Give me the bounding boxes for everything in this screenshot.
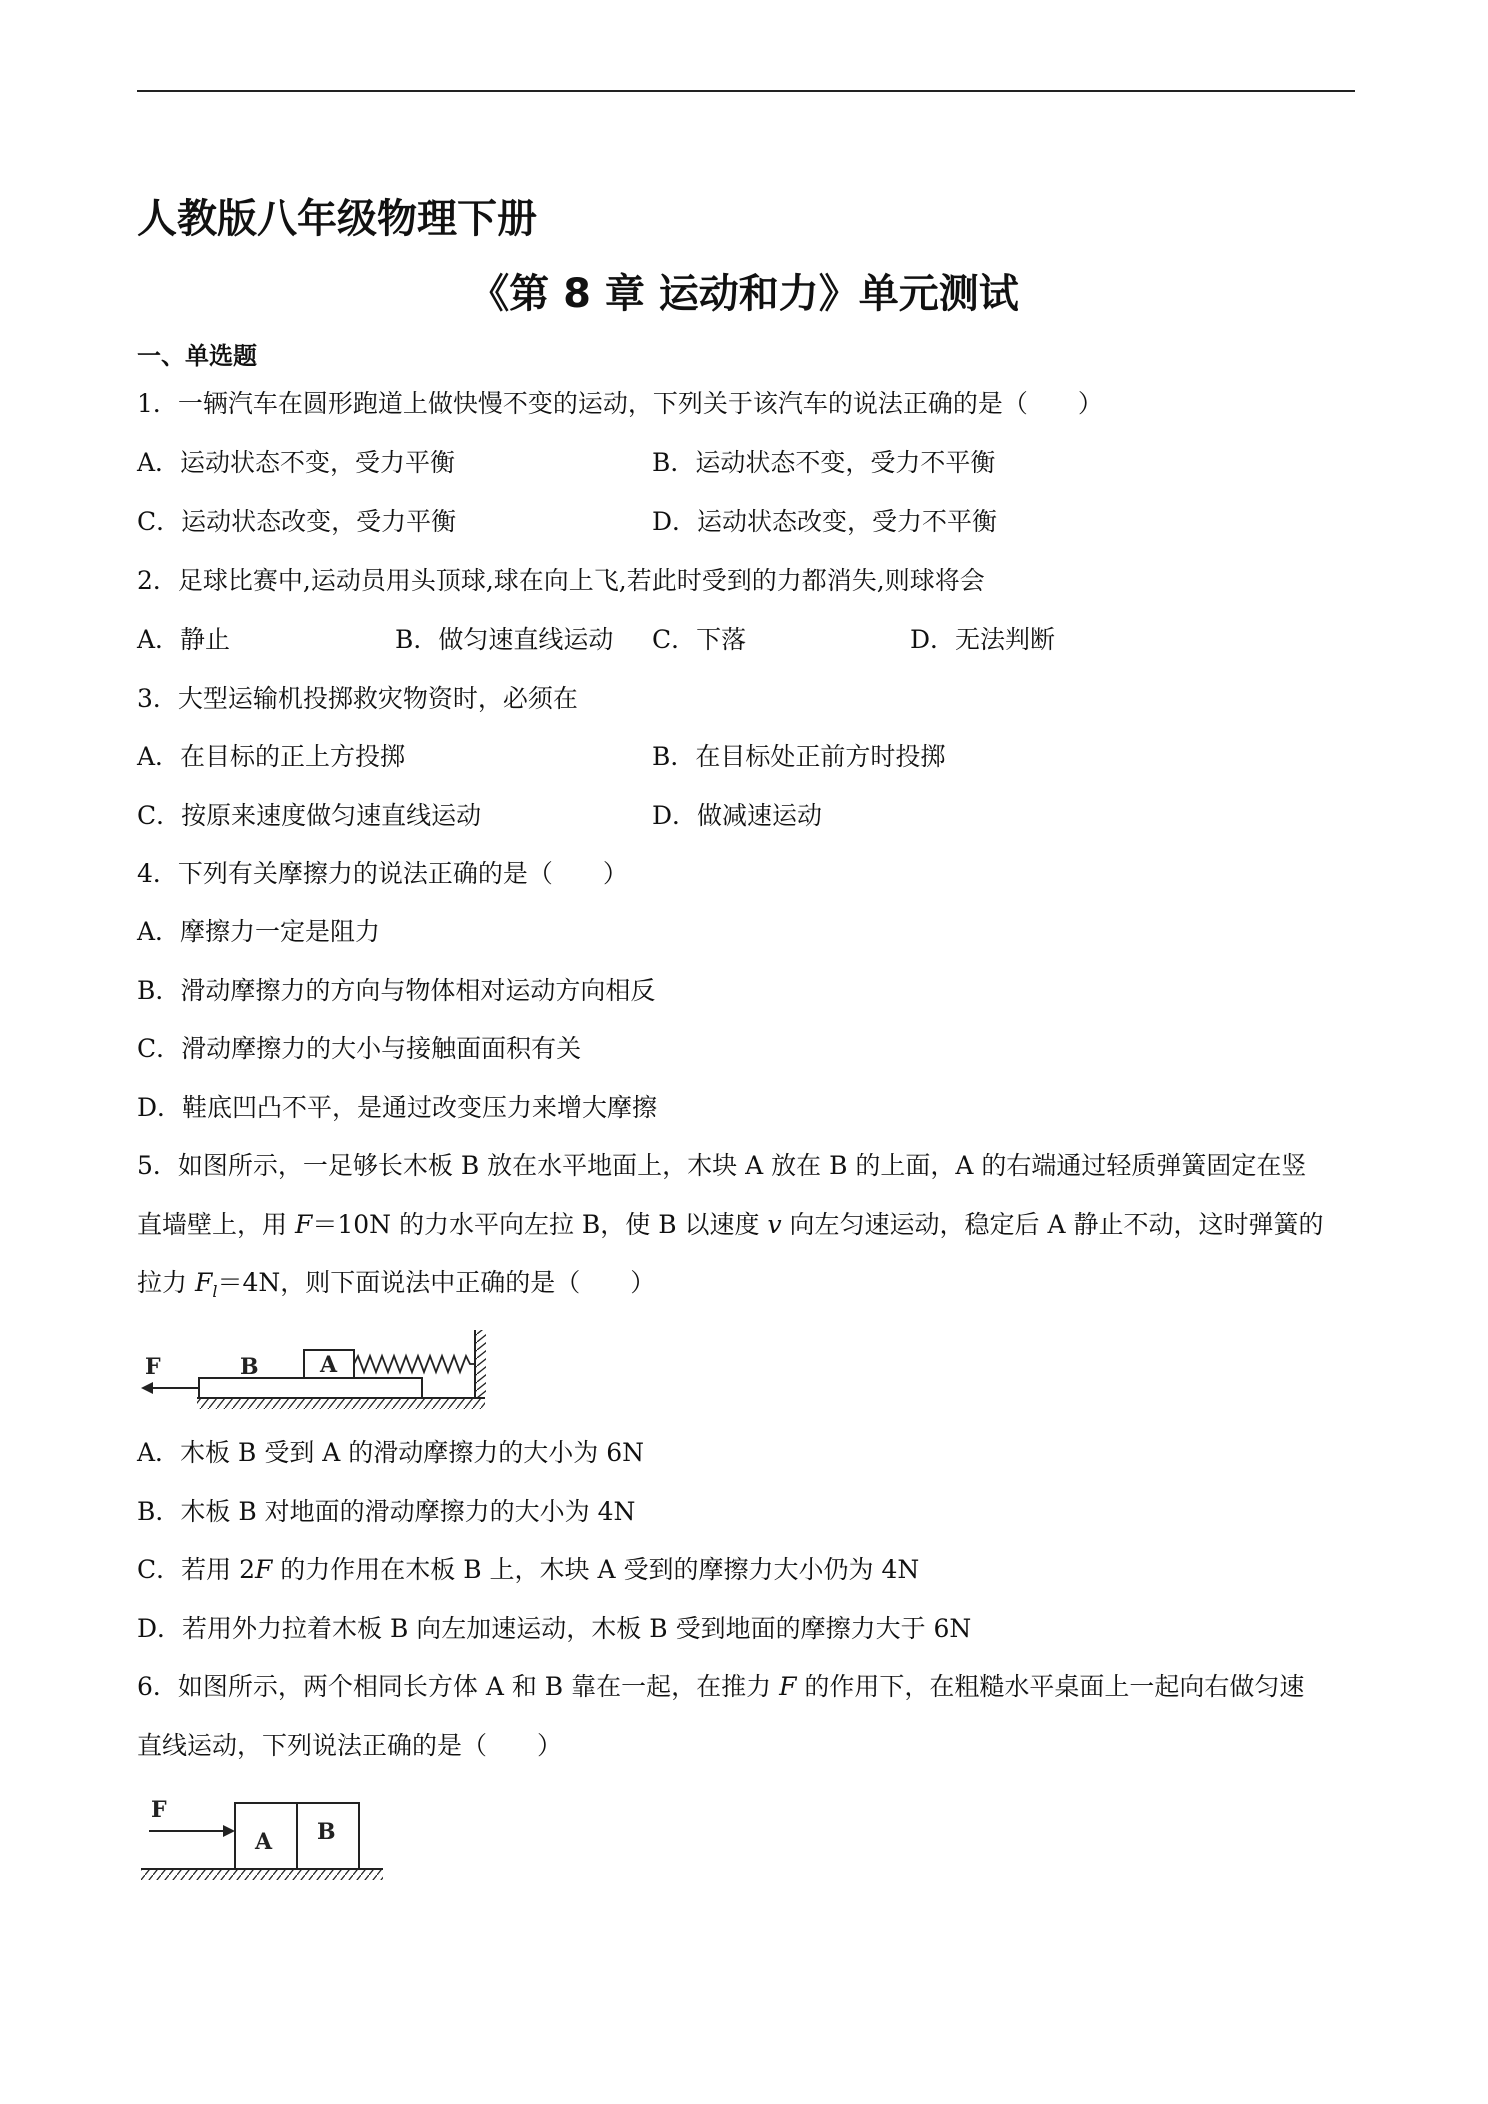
q5-option-d: D．若用外力拉着木板 B 向左加速运动，木板 B 受到地面的摩擦力大于 6N bbox=[137, 1614, 972, 1643]
fig6-label-a: A bbox=[255, 1829, 273, 1855]
q4-option-d: D．鞋底凹凸不平，是通过改变压力来增大摩擦 bbox=[137, 1093, 658, 1122]
q1-option-d: D．运动状态改变，受力不平衡 bbox=[652, 507, 998, 536]
q3-option-a: A．在目标的正上方投掷 bbox=[137, 742, 406, 771]
q1-option-b: B．运动状态不变，受力不平衡 bbox=[652, 448, 996, 477]
q1-option-c: C．运动状态改变，受力平衡 bbox=[137, 507, 457, 536]
q5-stem-text: ＝4N，则下面说法中正确的是（ ） bbox=[217, 1268, 656, 1297]
q6-figure bbox=[137, 1785, 397, 1885]
q2-option-c: C．下落 bbox=[652, 625, 747, 654]
q5-spring-force-symbol: F bbox=[194, 1268, 213, 1297]
q6-stem-text: 的作用下，在粗糙水平桌面上一起向右做匀速 bbox=[796, 1672, 1305, 1701]
q4-option-b: B．滑动摩擦力的方向与物体相对运动方向相反 bbox=[137, 976, 656, 1005]
q3-option-b: B．在目标处正前方时投掷 bbox=[652, 742, 946, 771]
fig5-label-f: F bbox=[145, 1354, 161, 1380]
q5-option-c-force: F bbox=[254, 1555, 273, 1584]
q5-option-c-text: C．若用 2 bbox=[137, 1555, 255, 1584]
spring bbox=[354, 1356, 475, 1372]
q5-force-symbol: F bbox=[294, 1210, 313, 1239]
q2-option-b: B．做匀速直线运动 bbox=[395, 625, 614, 654]
q3-option-d: D．做减速运动 bbox=[652, 801, 823, 830]
q2-option-a: A．静止 bbox=[137, 625, 231, 654]
q6-force-symbol: F bbox=[779, 1672, 797, 1701]
q5-figure bbox=[137, 1318, 497, 1418]
q5-stem-text: 向左匀速运动，稳定后 A 静止不动，这时弹簧的 bbox=[781, 1210, 1324, 1239]
table-hatch bbox=[141, 1870, 383, 1880]
q3-option-c: C．按原来速度做匀速直线运动 bbox=[137, 801, 482, 830]
q6-stem-line2: 直线运动，下列说法正确的是（ ） bbox=[137, 1731, 563, 1760]
q5-option-b: B．木板 B 对地面的滑动摩擦力的大小为 4N bbox=[137, 1497, 636, 1526]
q5-spring-force-subscript: l bbox=[212, 1282, 218, 1301]
section-heading: 一、单选题 bbox=[137, 342, 257, 370]
q4-stem: 4．下列有关摩擦力的说法正确的是（ ） bbox=[137, 859, 628, 888]
fig6-label-b: B bbox=[317, 1819, 336, 1845]
q5-stem-line3 bbox=[137, 1266, 655, 1309]
wall-hatch bbox=[476, 1330, 486, 1398]
fig5-label-b: B bbox=[240, 1354, 259, 1380]
document-title: 人教版八年级物理下册 bbox=[137, 196, 537, 242]
header-rule bbox=[137, 90, 1355, 92]
q5-stem-text: 拉力 bbox=[137, 1268, 195, 1297]
q1-option-a: A．运动状态不变，受力平衡 bbox=[137, 448, 456, 477]
q2-option-d: D．无法判断 bbox=[910, 625, 1056, 654]
q5-stem-text: 直墙壁上，用 bbox=[137, 1210, 295, 1239]
force-arrow-head bbox=[141, 1382, 153, 1394]
q5-option-a: A．木板 B 受到 A 的滑动摩擦力的大小为 6N bbox=[137, 1438, 644, 1467]
q5-option-c-text: 的力作用在木板 B 上，木块 A 受到的摩擦力大小仍为 4N bbox=[272, 1555, 920, 1584]
fig5-label-a: A bbox=[320, 1352, 338, 1378]
q5-velocity-symbol: v bbox=[767, 1210, 782, 1239]
q5-option-c bbox=[137, 1553, 919, 1587]
document-subtitle: 《第 8 章 运动和力》单元测试 bbox=[469, 271, 1019, 317]
q5-stem-text: ＝10N 的力水平向左拉 B，使 B 以速度 bbox=[312, 1210, 768, 1239]
q4-option-c: C．滑动摩擦力的大小与接触面面积有关 bbox=[137, 1034, 582, 1063]
fig6-label-f: F bbox=[151, 1797, 167, 1823]
q5-stem-line2 bbox=[137, 1208, 1324, 1242]
q6-stem-text: 6．如图所示，两个相同长方体 A 和 B 靠在一起，在推力 bbox=[137, 1672, 780, 1701]
q6-stem-line1 bbox=[137, 1670, 1304, 1704]
push-arrow-head bbox=[223, 1825, 235, 1837]
q4-option-a: A．摩擦力一定是阻力 bbox=[137, 917, 381, 946]
q5-stem-line1: 5．如图所示，一足够长木板 B 放在水平地面上，木块 A 放在 B 的上面，A 的右端通过轻质弹簧固定在竖 bbox=[137, 1151, 1307, 1180]
ground-hatch bbox=[197, 1399, 485, 1409]
q2-stem: 2．足球比赛中,运动员用头顶球,球在向上飞,若此时受到的力都消失,则球将会 bbox=[137, 566, 985, 595]
q1-stem: 1．一辆汽车在圆形跑道上做快慢不变的运动，下列关于该汽车的说法正确的是（ ） bbox=[137, 389, 1103, 418]
board-b bbox=[199, 1378, 422, 1398]
q3-stem: 3．大型运输机投掷救灾物资时，必须在 bbox=[137, 684, 578, 713]
